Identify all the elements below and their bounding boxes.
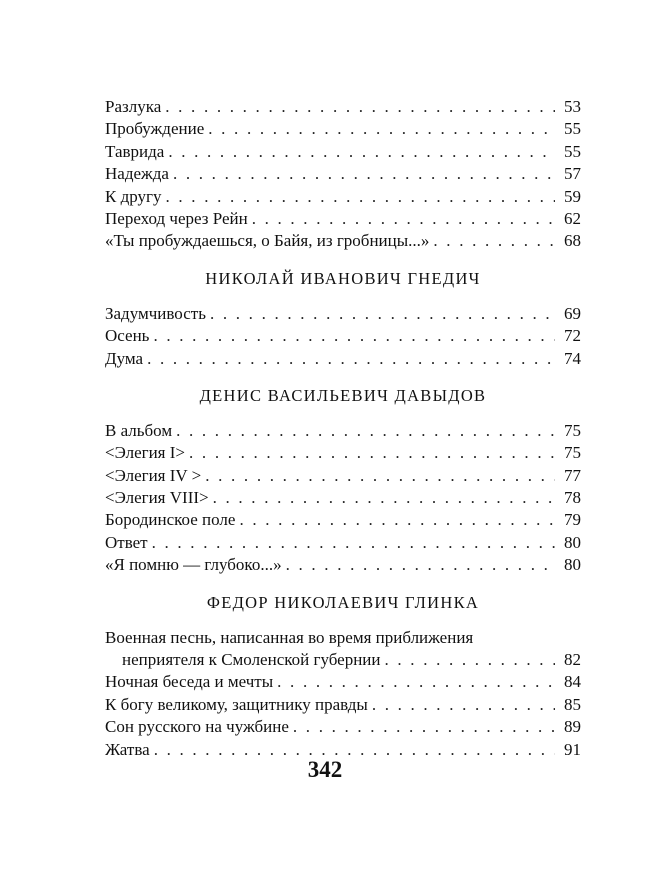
toc-entry — [105, 186, 581, 208]
entry-page: 80 — [564, 532, 581, 552]
entry-title: Жатва — [105, 739, 150, 759]
toc-section — [105, 385, 581, 577]
entry-title: Таврида — [105, 141, 165, 161]
dot-leader — [173, 163, 555, 185]
toc-entry — [105, 716, 581, 738]
entry-page: 72 — [564, 326, 581, 346]
entry-title: К другу — [105, 186, 162, 206]
entry-title: Надежда — [105, 164, 169, 184]
entry-page: 57 — [564, 164, 581, 184]
dot-leader — [205, 465, 555, 487]
toc-entry — [105, 649, 581, 671]
entry-title: Дума — [105, 348, 144, 368]
toc-section — [105, 592, 581, 761]
entry-title: «Я помню — глубоко...» — [105, 555, 282, 575]
dot-leader — [208, 118, 555, 140]
toc-section — [105, 268, 581, 370]
toc-entry — [105, 118, 581, 140]
entry-title: К богу великому, защитнику правды — [105, 694, 368, 714]
toc-entry — [105, 230, 581, 252]
entry-page: 59 — [564, 186, 581, 206]
toc-section — [105, 96, 581, 253]
entry-title-line1: Военная песнь, написанная во время приближения — [105, 627, 474, 647]
entry-title: Задумчивость — [105, 303, 206, 323]
entry-title: <Элегия I> — [105, 443, 186, 463]
toc-entry — [105, 163, 581, 185]
author-heading: НИКОЛАЙ ИВАНОВИЧ ГНЕДИЧ — [205, 268, 481, 288]
entry-page: 80 — [564, 555, 581, 575]
dot-leader — [168, 141, 555, 163]
dot-leader — [293, 716, 555, 738]
entry-page: 85 — [564, 694, 581, 714]
toc-entry — [105, 420, 581, 442]
entry-page: 84 — [564, 672, 581, 692]
entry-page: 89 — [564, 717, 581, 737]
entry-title: В альбом — [105, 420, 173, 440]
entry-title: Ответ — [105, 532, 148, 552]
toc-entry — [105, 532, 581, 554]
dot-leader — [239, 509, 555, 531]
toc-entry — [105, 96, 581, 118]
toc-entry — [105, 442, 581, 464]
dot-leader — [433, 230, 555, 252]
dot-leader — [189, 442, 555, 464]
dot-leader — [252, 208, 555, 230]
toc-entry — [105, 554, 581, 576]
entry-title: <Элегия VIII> — [105, 488, 209, 508]
dot-leader — [147, 348, 555, 370]
dot-leader — [152, 532, 555, 554]
entry-title: неприятеля к Смоленской губернии — [122, 650, 381, 670]
entry-page: 75 — [564, 420, 581, 440]
toc-entry — [105, 465, 581, 487]
entry-page: 62 — [564, 208, 581, 228]
toc-entry — [105, 208, 581, 230]
entry-title: Пробуждение — [105, 119, 205, 139]
toc-entry — [105, 303, 581, 325]
entry-title: <Элегия IV > — [105, 465, 202, 485]
entry-page: 75 — [564, 443, 581, 463]
dot-leader — [210, 303, 555, 325]
toc-entry — [105, 487, 581, 509]
entry-page: 74 — [564, 348, 581, 368]
page-number: 342 — [307, 757, 343, 782]
toc-entry — [105, 348, 581, 370]
dot-leader — [385, 649, 556, 671]
entry-page: 69 — [564, 303, 581, 323]
toc-entry — [105, 509, 581, 531]
dot-leader — [213, 487, 555, 509]
entry-title: «Ты пробуждаешься, о Байя, из гробницы...» — [105, 231, 430, 251]
entry-page: 68 — [564, 231, 581, 251]
entry-page: 53 — [564, 97, 581, 116]
entry-page: 77 — [564, 465, 581, 485]
dot-leader — [165, 96, 555, 118]
entry-page: 55 — [564, 119, 581, 139]
entry-title: Разлука — [105, 97, 162, 116]
entry-page: 82 — [564, 650, 581, 670]
entry-title: Переход через Рейн — [105, 208, 248, 228]
toc-entry — [105, 325, 581, 347]
dot-leader — [176, 420, 555, 442]
entry-title: Бородинское поле — [105, 510, 236, 530]
entry-page: 91 — [564, 739, 581, 759]
entry-title: Сон русского на чужбине — [105, 717, 289, 737]
author-heading: ФЕДОР НИКОЛАЕВИЧ ГЛИНКА — [206, 592, 480, 612]
dot-leader — [153, 325, 555, 347]
table-of-contents — [105, 96, 581, 761]
dot-leader — [286, 554, 555, 576]
dot-leader — [372, 694, 555, 716]
author-heading: ДЕНИС ВАСИЛЬЕВИЧ ДАВЫДОВ — [199, 385, 487, 405]
entry-page: 79 — [564, 510, 581, 530]
entry-page: 55 — [564, 141, 581, 161]
toc-entry — [105, 671, 581, 693]
toc-entry — [105, 694, 581, 716]
dot-leader — [166, 186, 556, 208]
toc-entry — [105, 141, 581, 163]
entry-title: Ночная беседа и мечты — [105, 672, 274, 692]
entry-title: Осень — [105, 326, 150, 346]
dot-leader — [277, 671, 555, 693]
entry-page: 78 — [564, 488, 581, 508]
